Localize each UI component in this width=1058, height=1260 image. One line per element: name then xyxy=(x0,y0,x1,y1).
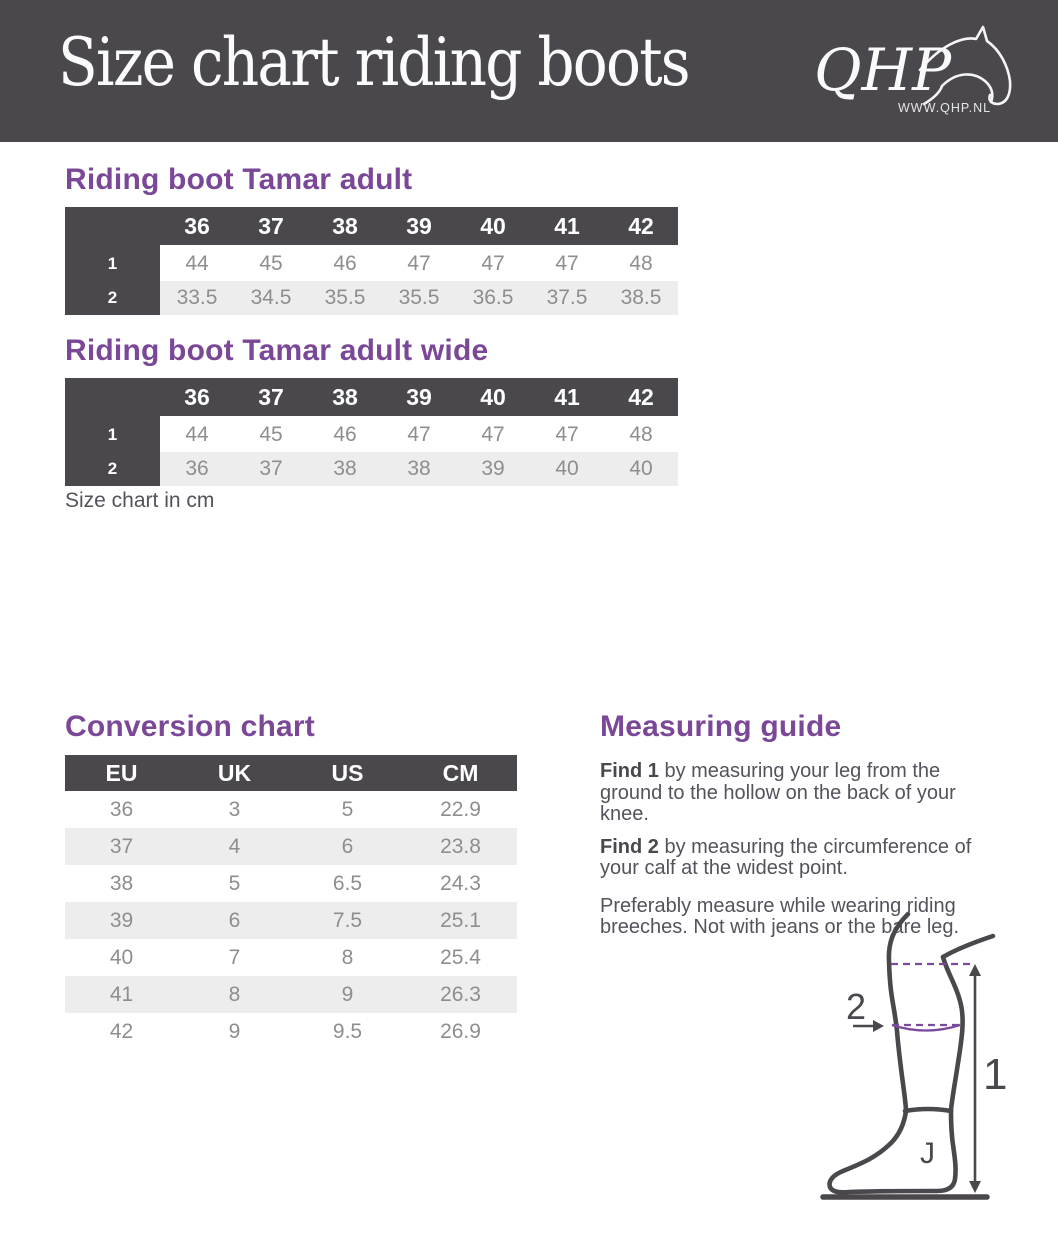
logo-text: QHP xyxy=(814,36,952,104)
table-cell: 38 xyxy=(308,452,382,486)
table-cell: 7 xyxy=(178,939,291,976)
find-2-label: Find 2 xyxy=(600,835,659,858)
table-cell: 48 xyxy=(604,418,678,452)
table-corner-cell xyxy=(65,378,160,418)
table-cell: 42 xyxy=(65,1013,178,1050)
table-cell: 4 xyxy=(178,828,291,865)
row-label: 2 xyxy=(65,281,160,315)
label-2: 2 xyxy=(846,986,867,1027)
table-cell: 24.3 xyxy=(404,865,517,902)
calf-ellipse-arc xyxy=(892,1025,960,1031)
column-header: 40 xyxy=(456,207,530,247)
table-cell: 5 xyxy=(291,791,404,828)
table-cell: 44 xyxy=(160,247,234,281)
table-cell: 9 xyxy=(291,976,404,1013)
table-cell: 37 xyxy=(234,452,308,486)
qhp-logo xyxy=(812,24,1022,122)
table-cell: 26.3 xyxy=(404,976,517,1013)
section-title-conversion: Conversion chart xyxy=(65,710,315,743)
table-cell: 39 xyxy=(456,452,530,486)
table-cell: 38.5 xyxy=(604,281,678,315)
size-table-tamar-adult-wide xyxy=(65,378,678,486)
section-title-tamar-adult-wide: Riding boot Tamar adult wide xyxy=(65,334,489,367)
table-cell: 46 xyxy=(308,247,382,281)
table-cell: 25.1 xyxy=(404,902,517,939)
table-cell: 9.5 xyxy=(291,1013,404,1050)
table-cell: 6 xyxy=(291,828,404,865)
column-header: 37 xyxy=(234,378,308,418)
row-label: 1 xyxy=(65,247,160,281)
table-cell: 5 xyxy=(178,865,291,902)
size-table-tamar-adult xyxy=(65,207,678,315)
table-corner-cell xyxy=(65,207,160,247)
column-header: 42 xyxy=(604,378,678,418)
table-cell: 8 xyxy=(178,976,291,1013)
table-cell: 46 xyxy=(308,418,382,452)
table-cell: 45 xyxy=(234,418,308,452)
column-header: 37 xyxy=(234,207,308,247)
table-cell: 41 xyxy=(65,976,178,1013)
table-cell: 36 xyxy=(160,452,234,486)
measuring-step-1: Find 1 by measuring your leg from the ground to the hollow on the back of your knee. xyxy=(600,760,956,825)
label-j: J xyxy=(920,1137,935,1170)
table-cell: 38 xyxy=(382,452,456,486)
table-cell: 22.9 xyxy=(404,791,517,828)
column-header: 38 xyxy=(308,207,382,247)
table-cell: 25.4 xyxy=(404,939,517,976)
table-cell: 26.9 xyxy=(404,1013,517,1050)
section-title-tamar-adult: Riding boot Tamar adult xyxy=(65,163,413,196)
section-title-measuring-guide: Measuring guide xyxy=(600,710,842,743)
table-cell: 40 xyxy=(604,452,678,486)
column-header: EU xyxy=(65,755,178,791)
row-label: 1 xyxy=(65,418,160,452)
header-bar xyxy=(0,0,1058,142)
table-cell: 47 xyxy=(456,247,530,281)
table-cell: 37 xyxy=(65,828,178,865)
table-cell: 47 xyxy=(382,418,456,452)
table-cell: 45 xyxy=(234,247,308,281)
label-1: 1 xyxy=(983,1050,1008,1099)
table-cell: 8 xyxy=(291,939,404,976)
table-cell: 48 xyxy=(604,247,678,281)
table-cell: 39 xyxy=(65,902,178,939)
leg-outline xyxy=(830,914,993,1192)
column-header: 41 xyxy=(530,207,604,247)
column-header: 38 xyxy=(308,378,382,418)
logo-url: WWW.QHP.NL xyxy=(898,101,992,115)
table-cell: 47 xyxy=(382,247,456,281)
measuring-step-2: Find 2 by measuring the circumference of your calf at the widest point. xyxy=(600,835,972,879)
table-cell: 6.5 xyxy=(291,865,404,902)
table-cell: 36.5 xyxy=(456,281,530,315)
table-cell: 47 xyxy=(530,418,604,452)
table-cell: 34.5 xyxy=(234,281,308,315)
find-1-label: Find 1 xyxy=(600,760,659,782)
table-cell: 33.5 xyxy=(160,281,234,315)
table-cell: 3 xyxy=(178,791,291,828)
table-cell: 44 xyxy=(160,418,234,452)
table-cell: 35.5 xyxy=(382,281,456,315)
column-header: 41 xyxy=(530,378,604,418)
height-arrow xyxy=(969,964,981,1193)
column-header: UK xyxy=(178,755,291,791)
row-label: 2 xyxy=(65,452,160,486)
conversion-table xyxy=(65,755,517,1050)
column-header: 40 xyxy=(456,378,530,418)
column-header: 36 xyxy=(160,207,234,247)
page-title: Size chart riding boots xyxy=(58,24,689,101)
table-cell: 6 xyxy=(178,902,291,939)
table-cell: 35.5 xyxy=(308,281,382,315)
column-header: 42 xyxy=(604,207,678,247)
column-header: US xyxy=(291,755,404,791)
table-cell: 47 xyxy=(530,247,604,281)
table-cell: 37.5 xyxy=(530,281,604,315)
table-cell: 40 xyxy=(530,452,604,486)
column-header: CM xyxy=(404,755,517,791)
table-cell: 47 xyxy=(456,418,530,452)
size-chart-note: Size chart in cm xyxy=(65,489,215,512)
column-header: 36 xyxy=(160,378,234,418)
column-header: 39 xyxy=(382,207,456,247)
table-cell: 38 xyxy=(65,865,178,902)
table-cell: 9 xyxy=(178,1013,291,1050)
column-header: 39 xyxy=(382,378,456,418)
measuring-note: Preferably measure while wearing riding breeches. Not with jeans or the bare leg. xyxy=(600,894,960,938)
table-cell: 23.8 xyxy=(404,828,517,865)
table-cell: 40 xyxy=(65,939,178,976)
leg-measuring-diagram xyxy=(813,903,1017,1207)
table-cell: 36 xyxy=(65,791,178,828)
table-cell: 7.5 xyxy=(291,902,404,939)
